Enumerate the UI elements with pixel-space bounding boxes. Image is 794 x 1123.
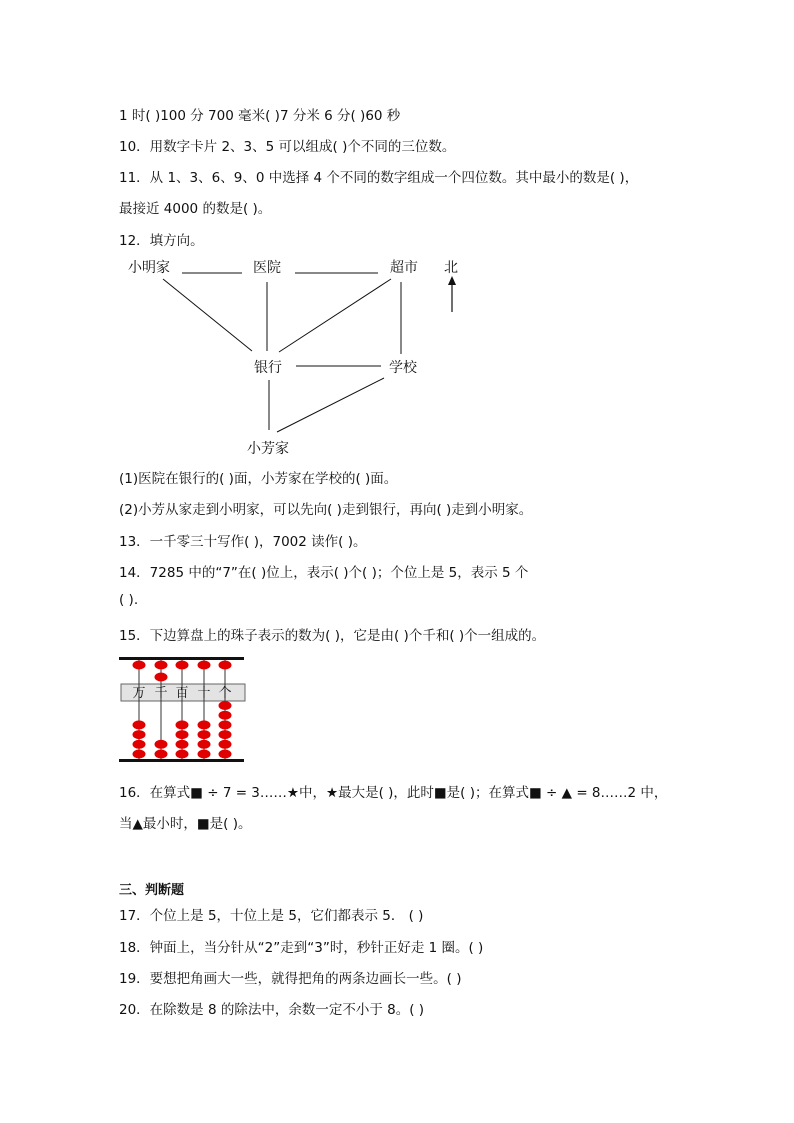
q9-units-line: 1 时( )100 分 700 毫米( )7 分米 6 分( )60 秒 [119,108,401,124]
abacus-lower-bead [219,750,232,759]
question-11-line-1: 11．从 1、3、6、9、0 中选择 4 个不同的数字组成一个四位数。其中最小的数是( )， [119,170,639,186]
question-16-line-1: 16．在算式■ ÷ 7 = 3……★中，★最大是( )，此时■是( )；在算式■ ÷ ▲ = 8……2 中， [119,785,668,801]
abacus-column-label: 千 [154,686,168,701]
abacus-upper-bead [155,673,168,682]
abacus-column-label: 百 [175,686,189,701]
question-17: 17．个位上是 5，十位上是 5，它们都表示 5． ( ) [119,908,424,924]
north-label: 北 [444,260,458,276]
map-label-bank: 银行 [254,360,282,376]
map-label-xiaofang-home: 小芳家 [247,441,289,457]
question-12-part-1: (1)医院在银行的( )面，小芳家在学校的( )面。 [119,471,398,487]
abacus-column-label: 个 [218,686,232,701]
abacus-lower-bead [219,730,232,739]
question-20: 20．在除数是 8 的除法中，余数一定不小于 8。( ) [119,1002,425,1018]
abacus-lower-bead [176,750,189,759]
abacus-lower-bead [219,720,232,729]
abacus-upper-bead [133,661,146,670]
abacus-lower-bead [176,730,189,739]
abacus-upper-bead [219,661,232,670]
abacus-upper-bead [198,661,211,670]
question-12: 12．填方向。 [119,233,204,249]
abacus-upper-bead [176,661,189,670]
abacus-lower-bead [198,720,211,729]
abacus-lower-bead [133,740,146,749]
question-19: 19．要想把角画大一些，就得把角的两条边画长一些。( ) [119,971,462,987]
abacus-lower-bead [133,730,146,739]
abacus-lower-bead [198,730,211,739]
abacus-lower-bead [219,711,232,720]
abacus-top-bar [119,657,244,660]
abacus-lower-bead [219,740,232,749]
abacus-lower-bead [176,720,189,729]
question-10: 10．用数字卡片 2、3、5 可以组成( )个不同的三位数。 [119,139,456,155]
question-18: 18．钟面上，当分针从“2”走到“3”时，秒针正好走 1 圈。( ) [119,940,484,956]
question-14-line-1: 14．7285 中的“7”在( )位上，表示( )个( )；个位上是 5，表示 5 个 [119,565,529,581]
map-label-supermarket: 超市 [390,260,418,276]
abacus-lower-bead [198,750,211,759]
question-16-line-2: 当▲最小时，■是( )。 [119,816,252,832]
question-11-line-2: 最接近 4000 的数是( )。 [119,201,272,217]
abacus-upper-bead [155,661,168,670]
abacus-column-label: 十 [197,686,211,701]
map-label-school: 学校 [389,360,417,376]
map-label-hospital: 医院 [253,260,281,276]
direction-map [119,252,479,462]
abacus-lower-bead [198,740,211,749]
question-12-part-2: (2)小芳从家走到小明家，可以先向( )走到银行，再向( )走到小明家。 [119,502,533,518]
question-13: 13．一千零三十写作( )，7002 读作( )。 [119,534,367,550]
abacus-lower-bead [133,750,146,759]
section-heading-true-false: 三、判断题 [119,883,185,898]
abacus-bottom-bar [119,759,244,762]
question-14-line-2: ( ). [119,592,139,608]
abacus-lower-bead [133,720,146,729]
abacus-lower-bead [155,740,168,749]
abacus [119,652,249,767]
abacus-column-label: 万 [132,686,146,701]
abacus-lower-bead [219,701,232,710]
map-label-xiaoming-home: 小明家 [128,260,170,276]
question-15: 15．下边算盘上的珠子表示的数为( )，它是由( )个千和( )个一组成的。 [119,628,546,644]
abacus-drawing [119,652,249,767]
abacus-lower-bead [155,750,168,759]
abacus-lower-bead [176,740,189,749]
map-lines [119,252,479,462]
